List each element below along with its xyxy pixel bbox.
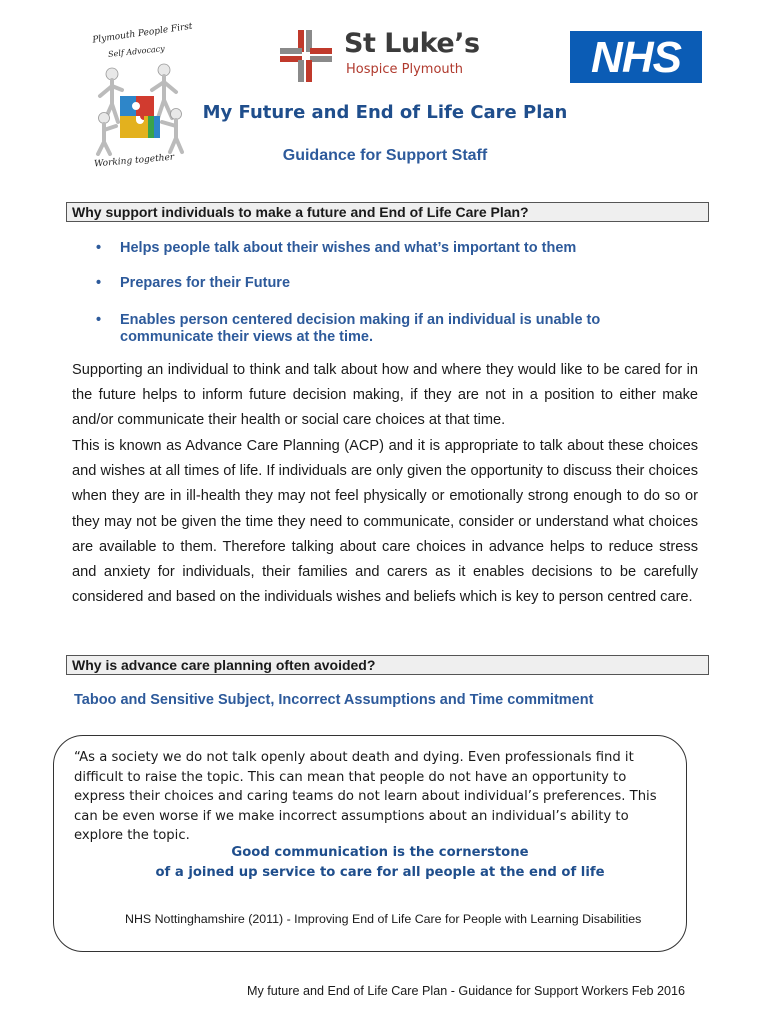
bullet-item: Prepares for their Future xyxy=(120,275,291,291)
ppf-logo-tagline: Working together xyxy=(93,152,175,170)
bullet-item: Helps people talk about their wishes and what’s important to them xyxy=(120,240,577,256)
st-lukes-logo xyxy=(280,30,490,82)
section-heading-why-support: Why support individuals to make a future and End of Life Care Plan? xyxy=(66,202,709,222)
nhs-logo-text: NHS xyxy=(591,33,681,82)
page-footer: My future and End of Life Care Plan - Guidance for Support Workers Feb 2016 xyxy=(247,984,685,998)
bullet-marker: • xyxy=(96,312,102,328)
ppf-logo-subtitle: Self Advocacy xyxy=(107,44,166,59)
page-subtitle: Guidance for Support Staff xyxy=(282,147,488,164)
st-lukes-subtitle: Hospice Plymouth xyxy=(346,62,463,77)
st-lukes-cross-icon xyxy=(280,30,332,82)
paragraph-supporting: Supporting an individual to think and talk about how and where they would like to be cared for in the future helps to inform future decision making, if they are not in a position to either make and/or communicate their health or social care choices at that time. xyxy=(72,362,698,429)
section-subheading: Taboo and Sensitive Subject, Incorrect Assumptions and Time commitment xyxy=(74,692,594,708)
st-lukes-name: St Luke’s xyxy=(344,28,480,59)
bullet-marker: • xyxy=(96,240,102,256)
page-title: My Future and End of Life Care Plan xyxy=(202,102,568,123)
paragraph-acp: This is known as Advance Care Planning (ACP) and it is appropriate to talk about these choices and wishes at all times of life. If individuals are only given the opportunity to discuss their choices when they are in ill-health they may not feel physically or emotionally strong enough to do so or they may not be given the time they need to communicate, consider or understand what choices are available to them. Therefore talking about care choices in advance helps to reduce stress and anxiety for individuals, their families and carers as it enables decisions to be carefully considered and based on the individuals wishes and beliefs which is key to person centred care. xyxy=(72,438,698,606)
section-heading-why-avoided: Why is advance care planning often avoided? xyxy=(66,655,709,675)
bullet-marker: • xyxy=(96,275,102,291)
quote-citation: NHS Nottinghamshire (2011) - Improving End of Life Care for People with Learning Disabilities xyxy=(125,912,642,926)
quote-text: “As a society we do not talk openly about death and dying. Even professionals find it difficult to raise the topic. This can mean that people do not have an opportunity to express their choices and caring teams do not learn about individual’s preferences. This can be even worse if we make incorrect assumptions about an individual’s ability to explore the topic. xyxy=(74,750,657,844)
bullet-item: Enables person centered decision making if an individual is unable to communicate their views at the time. xyxy=(120,312,601,345)
quote-highlight-line2: of a joined up service to care for all people at the end of life xyxy=(155,865,605,880)
quote-highlight-line1: Good communication is the cornerstone xyxy=(231,845,529,860)
nhs-logo xyxy=(570,31,702,83)
ppf-logo-title: Plymouth People First xyxy=(91,21,194,46)
